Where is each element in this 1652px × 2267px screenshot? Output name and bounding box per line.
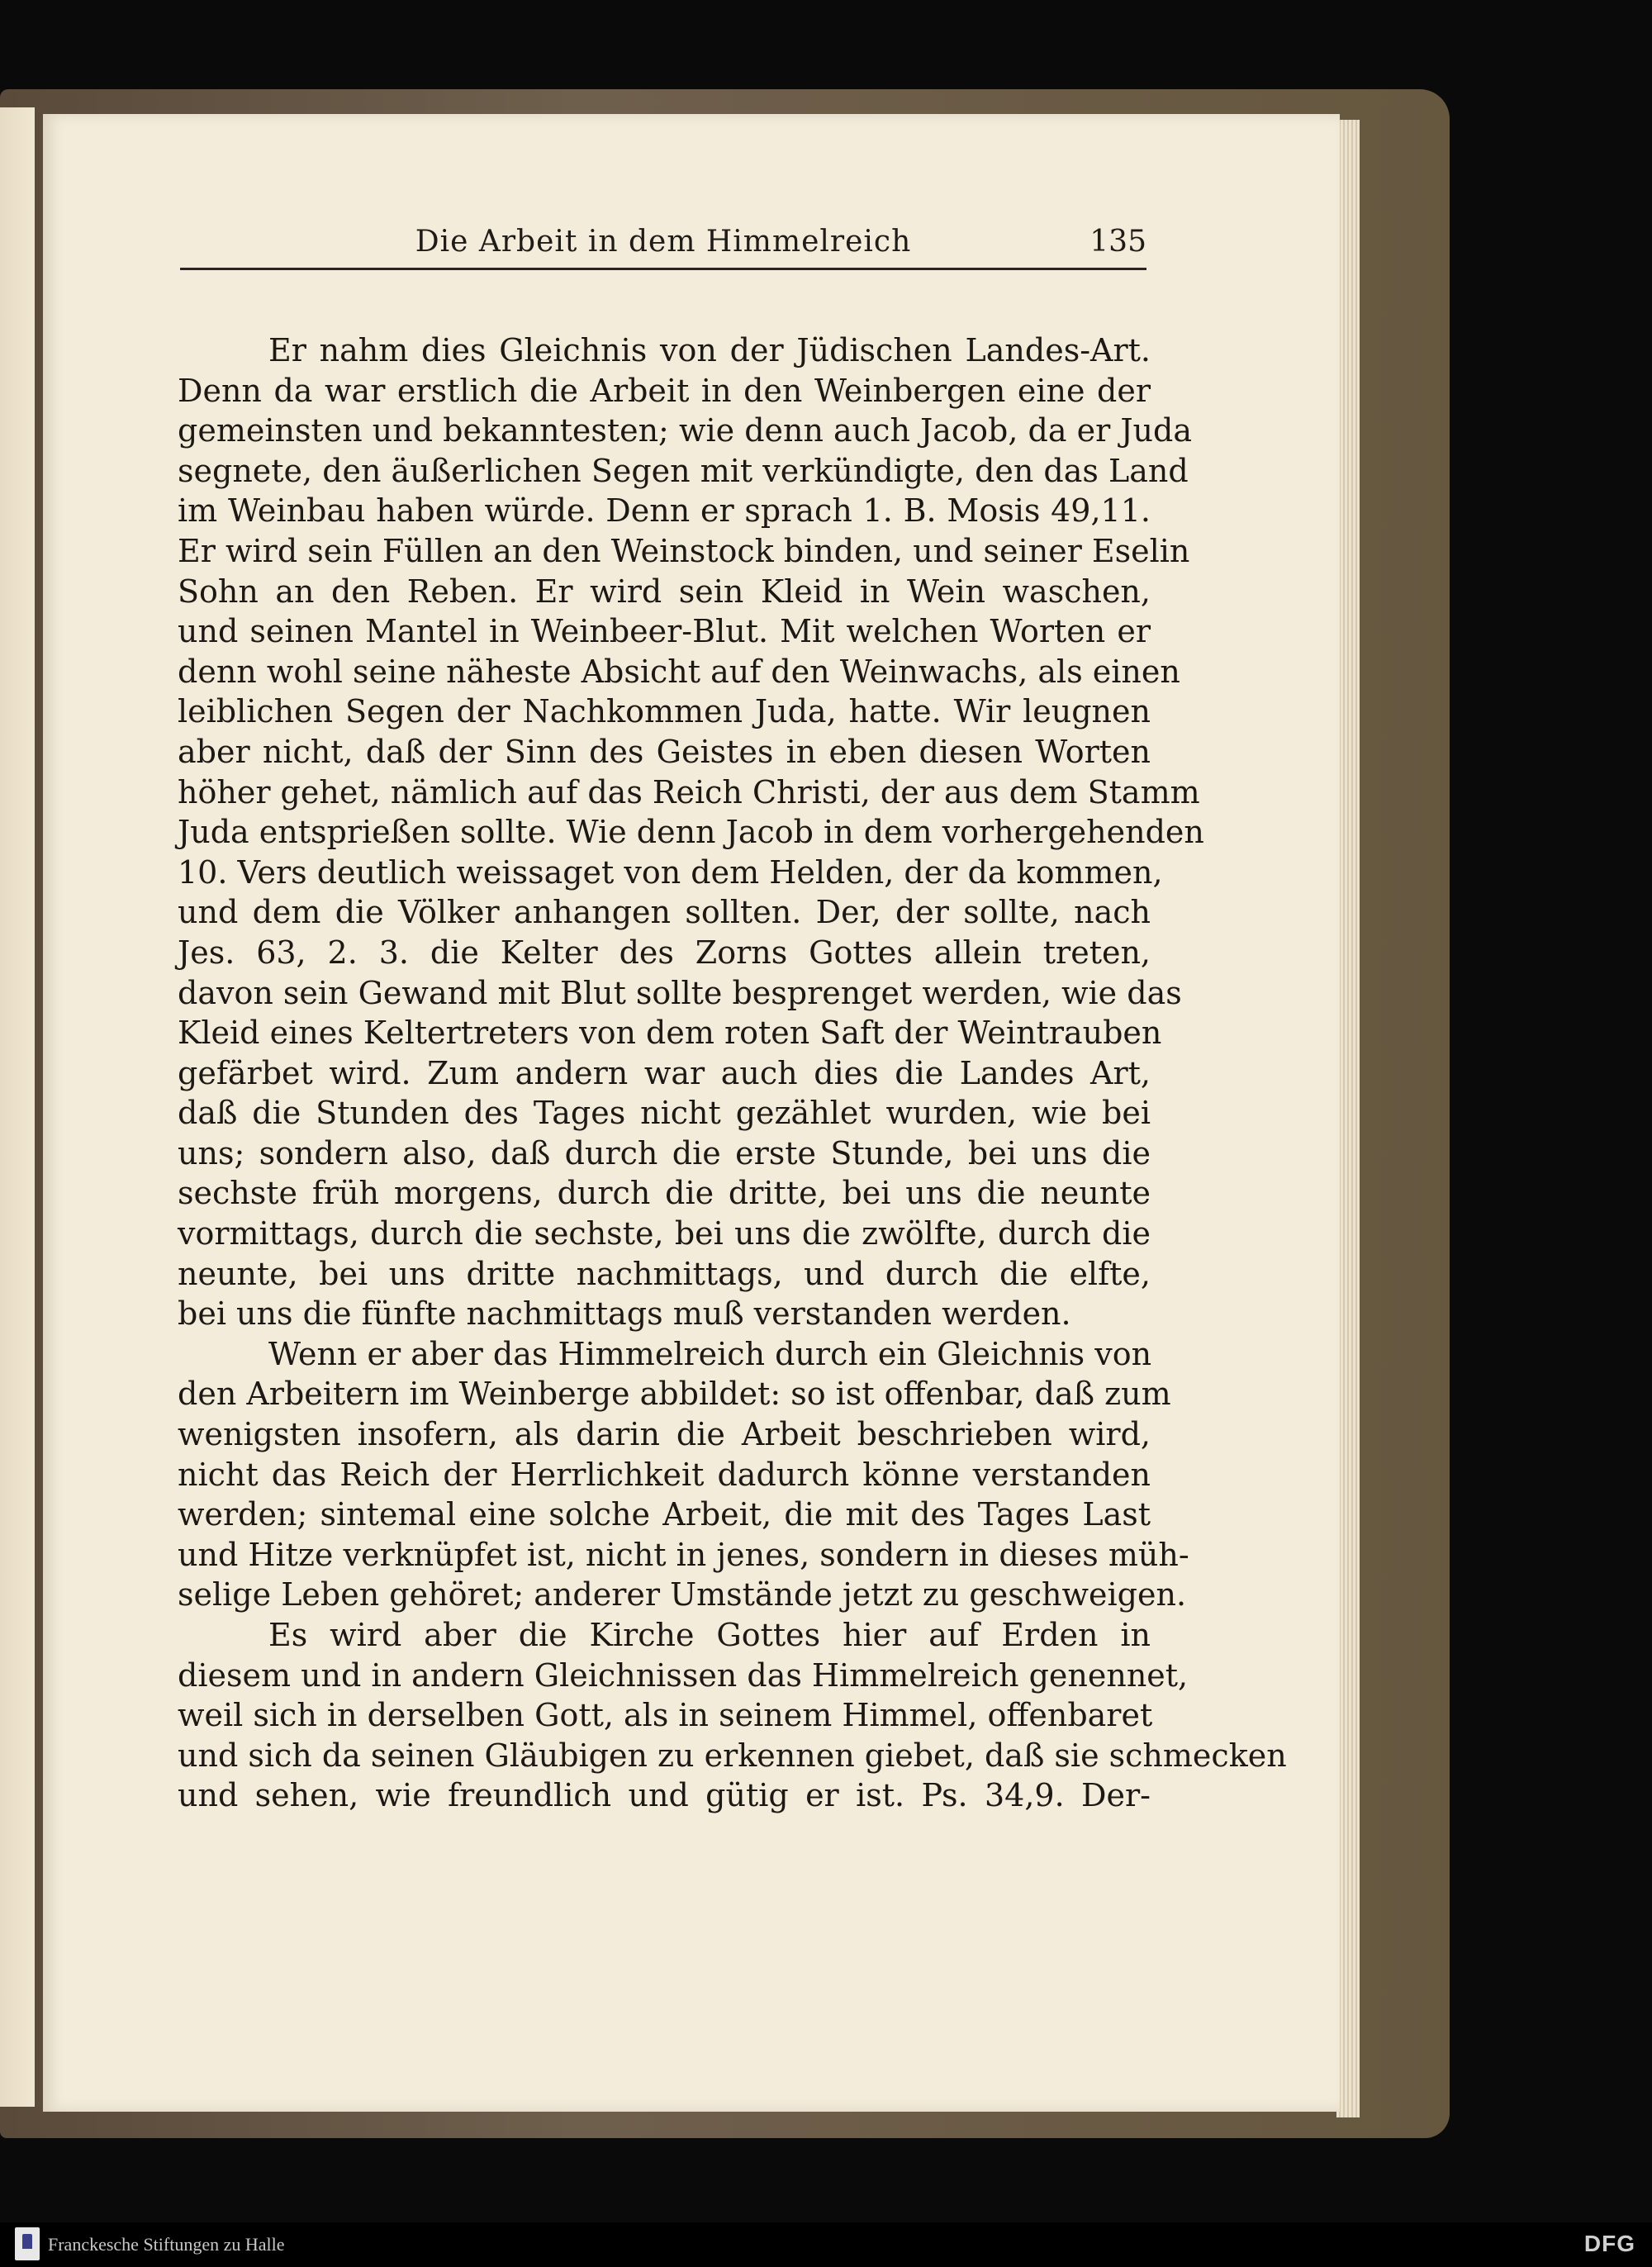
dfg-logo: DFG — [1583, 2231, 1635, 2256]
text-line: gemeinsten und bekanntesten; wie denn auch Jacob, da er Juda — [178, 412, 1193, 449]
text-line: Jes. 63, 2. 3. die Kelter des Zorns Gottes allein treten, — [178, 934, 1151, 971]
text-line: leiblichen Segen der Nachkommen Juda, hatte. Wir leugnen — [178, 693, 1151, 730]
text-line: denn wohl seine näheste Absicht auf den Weinwachs, als einen — [178, 653, 1180, 690]
institution-logo-icon — [15, 2227, 40, 2260]
text-line: und dem die Völker anhangen sollten. Der, der sollte, nach — [178, 894, 1151, 931]
text-line: uns; sondern also, daß durch die erste Stunde, bei uns die — [178, 1134, 1151, 1172]
viewer-footer — [0, 2222, 1652, 2267]
text-line: wenigsten insofern, als darin die Arbeit beschrieben wird, — [178, 1416, 1151, 1453]
text-line: den Arbeitern im Weinberge abbildet: so ist offenbar, daß zum — [178, 1376, 1171, 1413]
text-line: und sich da seinen Gläubigen zu erkennen giebet, daß sie schmecken — [178, 1737, 1287, 1774]
running-head — [180, 225, 1146, 270]
text-line: Wenn er aber das Himmelreich durch ein Gleichnis von — [268, 1335, 1152, 1372]
text-line: weil sich in derselben Gott, als in seinem Himmel, offenbaret — [178, 1697, 1153, 1734]
text-line: Er nahm dies Gleichnis von der Jüdischen Landes-Art. — [268, 332, 1151, 368]
text-line: Denn da war erstlich die Arbeit in den Weinbergen eine der — [178, 372, 1151, 409]
text-line: segnete, den äußerlichen Segen mit verkündigte, den das Land — [178, 452, 1189, 489]
text-line: werden; sintemal eine solche Arbeit, die mit des Tages Last — [178, 1496, 1151, 1533]
text-line: 10. Vers deutlich weissaget von dem Helden, der da kommen, — [178, 853, 1163, 891]
text-line: vormittags, durch die sechste, bei uns die zwölfte, durch die — [178, 1215, 1151, 1252]
text-line: und sehen, wie freundlich und gütig er ist. Ps. 34,9. Der- — [178, 1777, 1151, 1814]
text-line: selige Leben gehöret; anderer Umstände jetzt zu geschweigen. — [178, 1576, 1187, 1614]
text-line: diesem und in andern Gleichnissen das Himmelreich genennet, — [178, 1656, 1189, 1694]
text-line: Juda entsprießen sollte. Wie denn Jacob in dem vorhergehenden — [178, 814, 1204, 851]
text-line: davon sein Gewand mit Blut sollte besprenget werden, wie das — [178, 974, 1182, 1011]
text-line: gefärbet wird. Zum andern war auch dies die Landes Art, — [178, 1054, 1151, 1091]
text-line: Kleid eines Keltertreters von dem roten Saft der Weintrauben — [178, 1015, 1162, 1052]
text-line: Er wird sein Füllen an den Weinstock binden, und seiner Eselin — [178, 532, 1190, 569]
text-line: daß die Stunden des Tages nicht gezählet wurden, wie bei — [178, 1095, 1151, 1132]
left-page-edge — [0, 107, 35, 2107]
text-line: sechste früh morgens, durch die dritte, bei uns die neunte — [178, 1175, 1151, 1212]
page-edges — [1336, 120, 1360, 2117]
text-line: Es wird aber die Kirche Gottes hier auf Erden in — [268, 1617, 1151, 1653]
text-line: und Hitze verknüpfet ist, nicht in jenes, sondern in dieses müh- — [178, 1536, 1189, 1573]
page-number: 135 — [1089, 225, 1146, 259]
text-line: Sohn an den Reben. Er wird sein Kleid in Wein waschen, — [178, 573, 1151, 610]
text-line: höher gehet, nämlich auf das Reich Christi, der aus dem Stamm — [178, 773, 1200, 810]
text-line: nicht das Reich der Herrlichkeit dadurch könne verstanden — [178, 1456, 1151, 1493]
text-line: aber nicht, daß der Sinn des Geistes in eben diesen Worten — [178, 733, 1151, 770]
running-title: Die Arbeit in dem Himmelreich — [415, 225, 912, 259]
body-text — [178, 330, 1287, 1816]
text-line: bei uns die fünfte nachmittags muß verstanden werden. — [178, 1295, 1071, 1333]
text-line: und seinen Mantel in Weinbeer-Blut. Mit welchen Worten er — [178, 613, 1151, 650]
text-line: im Weinbau haben würde. Denn er sprach 1. B. Mosis 49,11. — [178, 492, 1151, 530]
text-line: neunte, bei uns dritte nachmittags, und durch die elfte, — [178, 1255, 1151, 1292]
institution-name: Franckesche Stiftungen zu Halle — [48, 2234, 285, 2255]
